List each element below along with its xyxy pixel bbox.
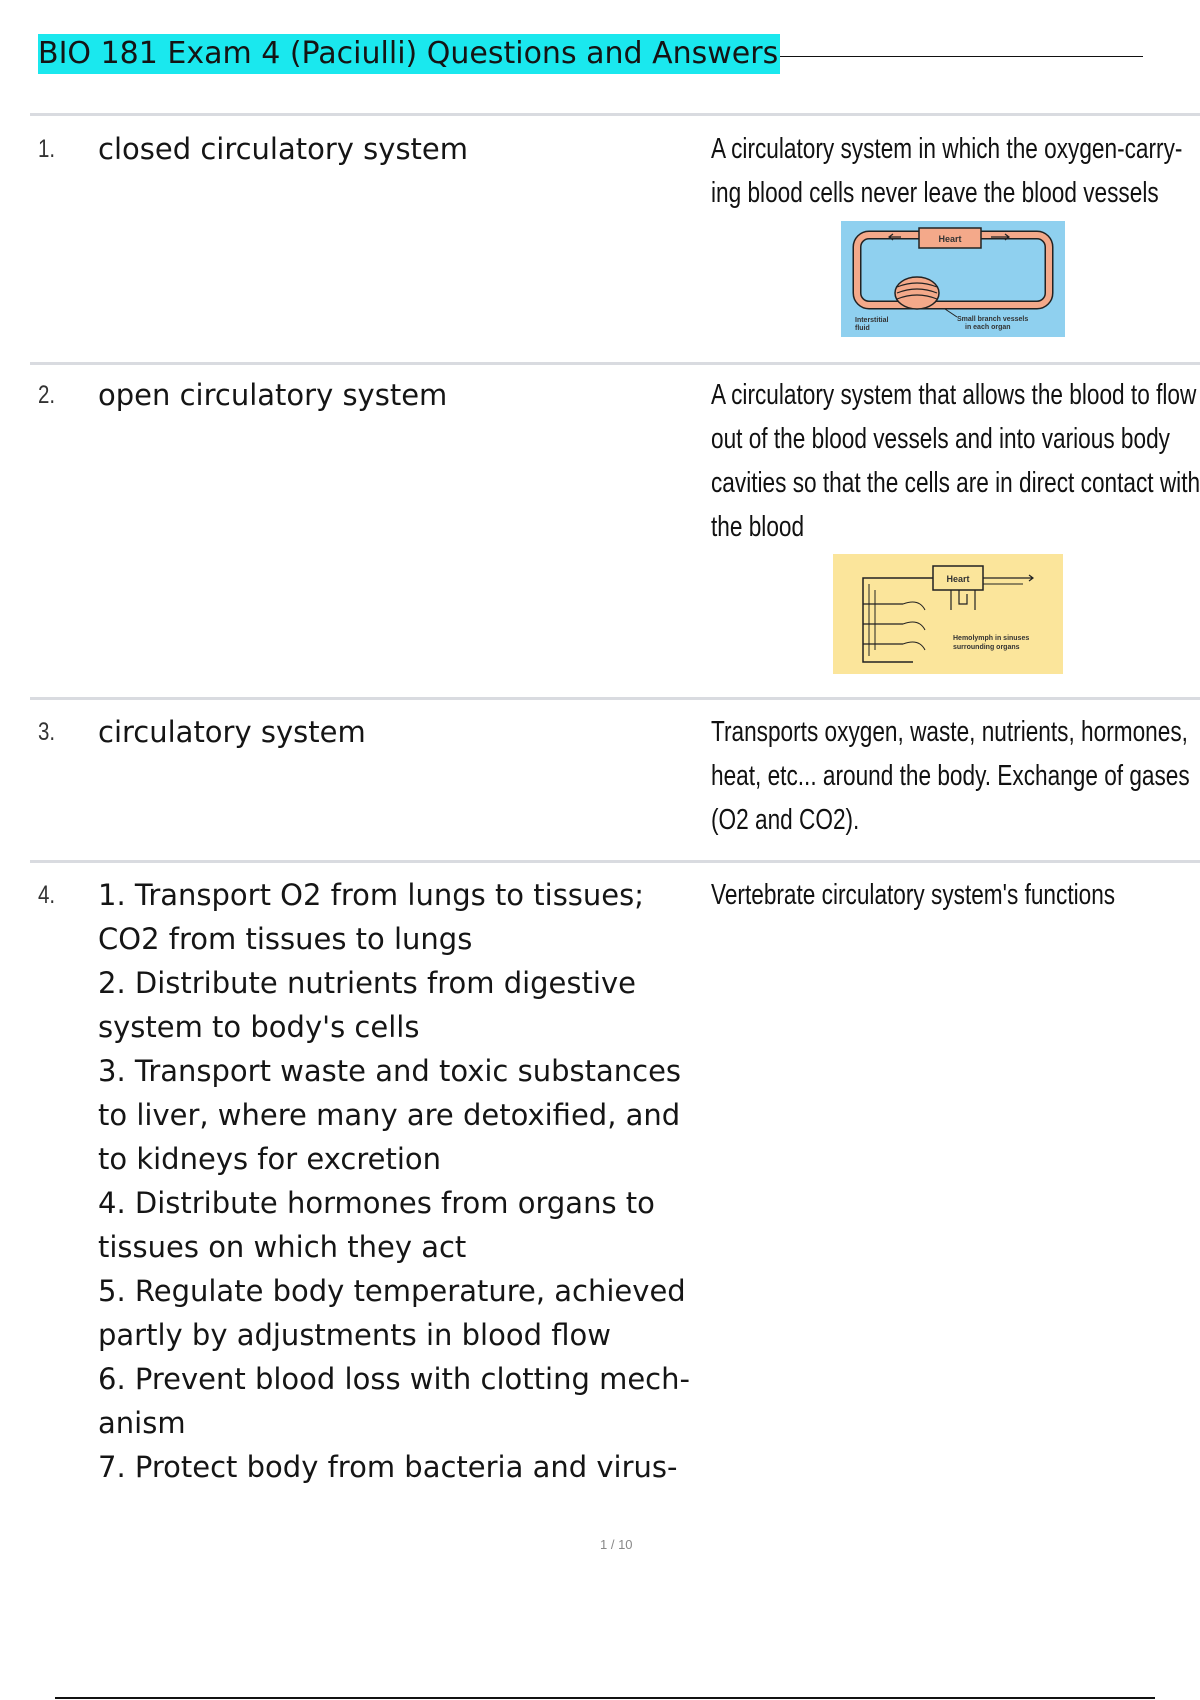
definition-line: Vertebrate circulatory system's functions (711, 879, 1116, 911)
right-label-line: Small branch vessels (957, 316, 1029, 323)
term-line: 7. Protect body from bacteria and virus- (98, 1450, 678, 1484)
document-header (38, 34, 1143, 74)
card-term (98, 373, 447, 417)
page-title: BIO 181 Exam 4 (Paciulli) Questions and Answers (38, 34, 780, 74)
term-line: 3. Transport waste and toxic substances (98, 1054, 682, 1088)
definition-line: the blood (711, 511, 805, 543)
page-number: 1 / 10 (600, 1537, 633, 1552)
term-line: anism (98, 1406, 186, 1440)
definition-line: A circulatory system in which the oxygen-carry- (711, 133, 1183, 165)
left-label-line: fluid (855, 325, 870, 332)
term-line: to liver, where many are detoxified, and (98, 1098, 681, 1132)
term-line: CO2 from tissues to lungs (98, 922, 473, 956)
definition-line: out of the blood vessels and into various body (711, 423, 1170, 455)
card-term (98, 710, 366, 754)
left-label-line: Interstitial (855, 317, 889, 324)
definition-line: Transports oxygen, waste, nutrients, hormones, (711, 716, 1188, 748)
heart-label: Heart (938, 234, 962, 244)
term-line: 4. Distribute hormones from organs to (98, 1186, 655, 1220)
definition-line: (O2 and CO2). (711, 804, 860, 836)
card-definition (711, 873, 1115, 917)
term-line: partly by adjustments in blood flow (98, 1318, 611, 1352)
definition-line: cavities so that the cells are in direct contact with (711, 467, 1200, 499)
card-term (98, 873, 708, 1489)
card-divider (30, 113, 1200, 116)
term-line: 1. Transport O2 from lungs to tissues; (98, 878, 645, 912)
sinus-label-line: surrounding organs (953, 644, 1020, 651)
term-line: circulatory system (98, 715, 366, 749)
term-line: 5. Regulate body temperature, achieved (98, 1274, 686, 1308)
card-number: 2. (38, 381, 56, 409)
term-line: open circulatory system (98, 378, 448, 412)
card-definition (711, 710, 1190, 842)
closed-circulation-diagram (841, 221, 1065, 337)
card-number: 4. (38, 881, 56, 909)
definition-line: heat, etc... around the body. Exchange of gases (711, 760, 1190, 792)
card-term (98, 127, 468, 171)
card-definition (711, 127, 1182, 215)
term-line: 2. Distribute nutrients from digestive (98, 966, 636, 1000)
capillary-bed (895, 277, 939, 309)
open-circulation-diagram (833, 554, 1063, 674)
definition-line: A circulatory system that allows the blood to flow (711, 379, 1197, 411)
right-label-line: in each organ (965, 324, 1011, 331)
term-line: 6. Prevent blood loss with clotting mech- (98, 1362, 690, 1396)
card-number: 1. (38, 135, 56, 163)
term-line: to kidneys for excretion (98, 1142, 442, 1176)
card-divider (30, 860, 1200, 863)
term-line: system to body's cells (98, 1010, 420, 1044)
term-line: tissues on which they act (98, 1230, 467, 1264)
card-definition (711, 373, 1200, 549)
card-number: 3. (38, 718, 56, 746)
sinus-label-line: Hemolymph in sinuses (953, 635, 1030, 642)
card-divider (30, 697, 1200, 700)
card-divider (30, 362, 1200, 365)
term-line: closed circulatory system (98, 132, 469, 166)
definition-line: ing blood cells never leave the blood vessels (711, 177, 1159, 209)
heart-label: Heart (946, 574, 970, 584)
bottom-rule (55, 1697, 1155, 1699)
